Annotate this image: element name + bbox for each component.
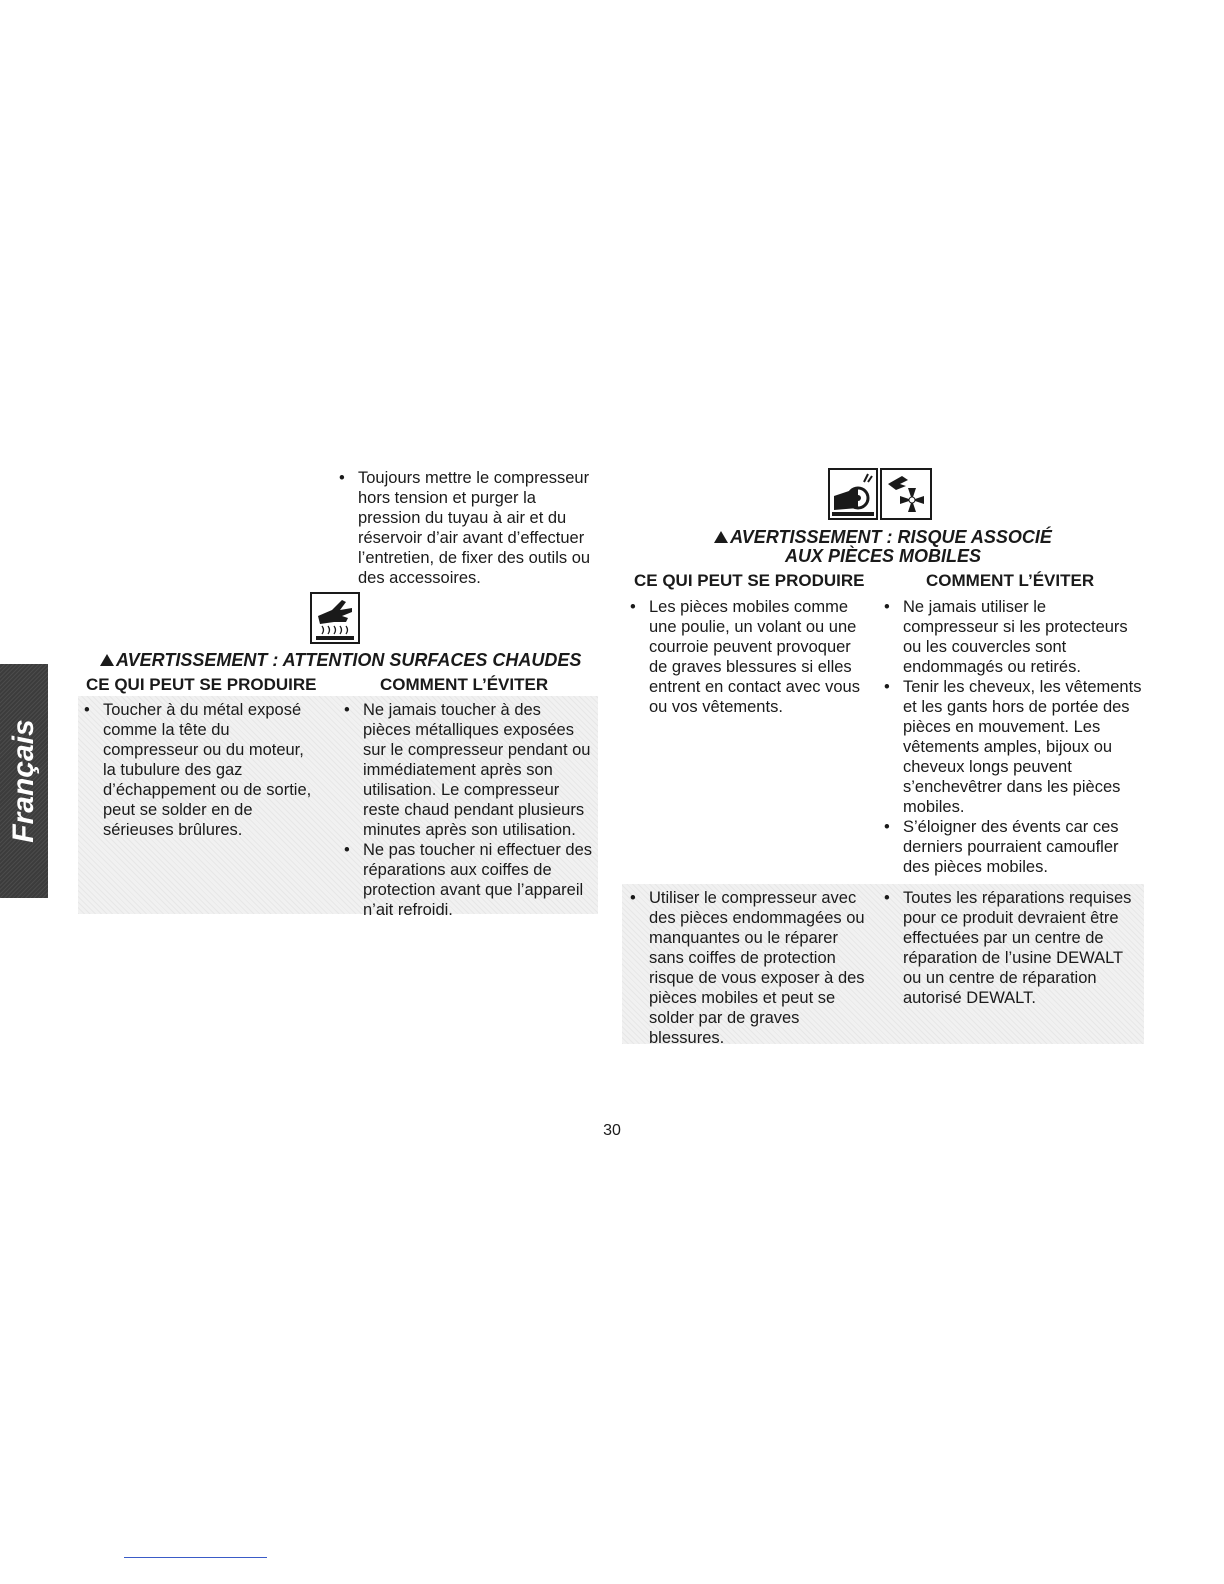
list-item: • Toujours mettre le compresseur hors tension et purger la pression du tuyau à air et du réservoir d’air avant d’effectuer l’entretien, de fixer des outils ou des accessoires.: [335, 468, 595, 588]
maintenance-note-list: [335, 468, 595, 588]
hot-surfaces-right-header: COMMENT L’ÉVITER: [380, 675, 549, 694]
hot-surfaces-warning-title: AVERTISSEMENT : ATTENTION SURFACES CHAUDES: [100, 650, 581, 670]
list-item: • Ne pas toucher ni effectuer des réparations aux coiffes de protection avant que l’appareil n’ait refroidi.: [340, 840, 592, 920]
language-tab-label: Français: [7, 719, 40, 843]
list-item: • Toutes les réparations requises pour ce produit devraient être effectuées par un centre de réparation de l’usine DEWALT ou un centre de réparation autorisé DEWALT.: [880, 888, 1142, 1008]
hot-surfaces-left-header: CE QUI PEUT SE PRODUIRE: [86, 675, 317, 694]
moving-parts-prevention-list-1: [880, 597, 1142, 877]
list-item: • S’éloigner des évents car ces derniers pourraient camoufler des pièces mobiles.: [880, 817, 1142, 877]
pulley-belt-hazard-icon: [828, 468, 878, 520]
list-item: • Les pièces mobiles comme une poulie, un volant ou une courroie peuvent provoquer de graves blessures si elles entrent en contact avec vous ou vos vêtements.: [626, 597, 866, 717]
hot-surfaces-risk-list: [80, 700, 312, 840]
list-item: • Tenir les cheveux, les vêtements et les gants hors de portée des pièces en mouvement. Les vêtements amples, bijoux ou cheveux longs peuvent s’enchevêtrer dans les pièces mobiles.: [880, 677, 1142, 817]
moving-parts-risk-list-1: [626, 597, 866, 717]
page-number: 30: [603, 1122, 621, 1139]
fan-blade-hazard-icon: [880, 468, 932, 520]
hot-surface-hand-icon: [310, 592, 360, 644]
hot-surfaces-table-body: [78, 696, 598, 919]
language-tab: [0, 664, 48, 898]
moving-parts-warning-subtitle: AUX PIÈCES MOBILES: [784, 546, 982, 566]
moving-parts-prevention-list-2: [880, 888, 1142, 1008]
warning-triangle-icon: [100, 654, 114, 666]
moving-parts-risk-list-2: [626, 888, 866, 1048]
footer-rule: [124, 1557, 267, 1558]
warning-triangle-icon: [714, 531, 728, 543]
hot-surfaces-prevention-list: [340, 700, 592, 920]
moving-parts-warning-title: AVERTISSEMENT : RISQUE ASSOCIÉ: [700, 527, 1066, 547]
moving-parts-shaded-row: [622, 884, 1144, 1047]
list-item: • Toucher à du métal exposé comme la tête du compresseur ou du moteur, la tubulure des gaz d’échappement ou de sortie, peut se solder en de sérieuses brûlures.: [80, 700, 312, 840]
list-item: • Ne jamais toucher à des pièces métalliques exposées sur le compresseur pendant ou immédiatement après son utilisation. Le compresseur reste chaud pendant plusieurs minutes après son utilisation.: [340, 700, 592, 840]
list-item: • Utiliser le compresseur avec des pièces endommagées ou manquantes ou le réparer sans coiffes de protection risque de vous exposer à des pièces mobiles et peut se solder par de graves blessures.: [626, 888, 866, 1048]
moving-parts-right-header: COMMENT L’ÉVITER: [926, 571, 1095, 590]
list-item: • Ne jamais utiliser le compresseur si les protecteurs ou les couvercles sont endommagés ou retirés.: [880, 597, 1142, 677]
moving-parts-left-header: CE QUI PEUT SE PRODUIRE: [634, 571, 865, 590]
